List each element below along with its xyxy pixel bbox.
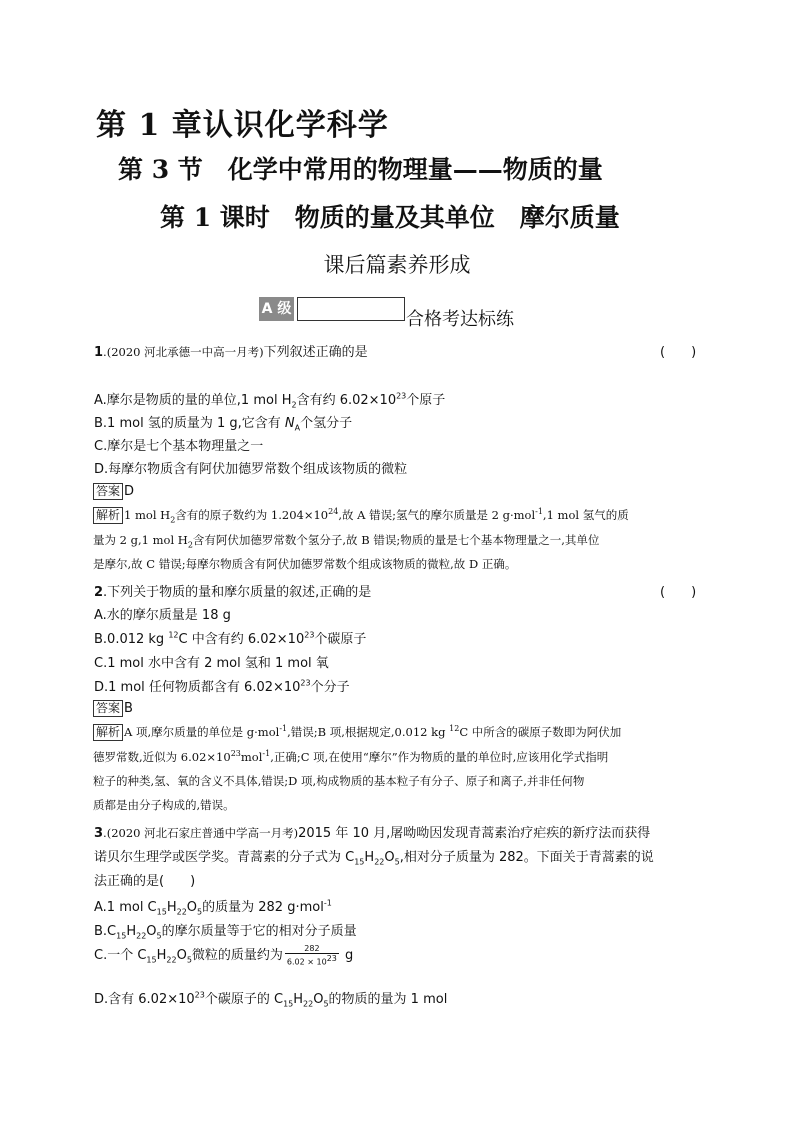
q2-explanation-line-1: 解析 A 项,摩尔质量的单位是 g·mol$^{-1}$,错误;B 项,根据规定,0.012 kg $^{12}$C 中所含的碳原子数即为阿伏加 [93,724,621,741]
lesson-title: 第 1 课时 物质的量及其单位 摩尔质量 [160,203,620,232]
analysis-tag: 解析 [93,724,123,741]
level-title: 合格考达标练 [406,309,514,330]
q2-explanation-line-4: 质都是由分子构成的,错误。 [93,798,235,812]
q3-stem-line-2: 诺贝尔生理学或医学奖。青蒿素的分子式为 $C_{15}H_{22}O_5$,相对分子质量为 282。下面关于青蒿素的说 [94,850,654,867]
q2-answer-paren: ( ) [660,585,697,600]
q1-option-b: B.1 mol 氢的质量为 1 g,它含有 $N_A$个氢分子 [94,416,353,433]
q1-explanation-line-1: 解析 1 mol $H_2$含有的原子数约为 $1.204\times 10^{24}$,故 A 错误;氢气的摩尔质量是 2 g·mol$^{-1}$,1 mol 氢气的质 [93,507,629,524]
q2-explanation-line-2: 德罗常数,近似为 $6.02\times 10^{23}mol^{-1}$,正确;C 项,在使用“摩尔”作为物质的量的单位时,应该用化学式指明 [93,749,609,764]
section-title: 第 3 节 化学中常用的物理量——物质的量 [118,155,603,184]
q1-explanation-line-2: 量为 2 g,1 mol $H_2$含有阿伏加德罗常数个氢分子,故 B 错误;物质的量是七个基本物理量之一,其单位 [93,533,600,550]
q2-option-a: A.水的摩尔质量是 18 g [94,608,231,623]
q2-option-c: C.1 mol 水中含有 2 mol 氢和 1 mol 氧 [94,656,329,671]
level-blank-box [297,297,405,321]
analysis-tag: 解析 [93,507,123,524]
subtitle: 课后篇素养形成 [323,253,471,277]
q1-stem: 1.(2020 河北承德一中高一月考)下列叙述正确的是 [94,345,368,360]
q1-answer: 答案 D [93,483,134,500]
answer-tag: 答案 [93,483,123,500]
level-badge: A 级 [259,297,294,321]
q3-option-b: $B.C_{15}H_{22}O_5$的摩尔质量等于它的相对分子质量 [94,924,357,941]
q2-option-b: B.0.012 kg $^{12}$C 中含有约 $6.02\times 10^{23}$个碳原子 [94,630,367,647]
fraction: $\frac{282}{6.02 \times 10^{23}}$ [286,944,337,967]
q1-option-a: A.摩尔是物质的量的单位,1 mol $H_2$含有约 $6.02\times 10^{23}$个原子 [94,391,446,410]
q3-option-d: D.含有 $6.02\times 10^{23}$个碳原子的 $C_{15}H_{22}O_5$的物质的量为 1 mol [94,990,448,1009]
answer-tag: 答案 [93,700,123,717]
q2-explanation-line-3: 粒子的种类,氢、氧的含义不具体,错误;D 项,构成物质的基本粒子有分子、原子和离子,并非任何物 [93,774,585,788]
q3-option-c: C.一个 $C_{15}H_{22}O_5$微粒的质量约为 $\frac{282}{6.02 \times 10^{23}}$ g [94,944,354,967]
q3-option-a: A.1 mol $C_{15}H_{22}O_5$的质量为 282 g·mol$^{-1}$ [94,898,332,917]
q1-option-d: D.每摩尔物质含有阿伏加德罗常数个组成该物质的微粒 [94,462,408,477]
q2-answer: 答案 B [93,700,133,717]
q1-answer-paren: ( ) [660,345,697,360]
q1-option-c: C.摩尔是七个基本物理量之一 [94,439,264,454]
q3-stem-line-1: 3.(2020 河北石家庄普通中学高一月考)2015 年 10 月,屠呦呦因发现青蒿素治疗疟疾的新疗法而获得 [94,826,651,841]
q2-stem: 2.下列关于物质的量和摩尔质量的叙述,正确的是 [94,585,372,600]
chapter-title: 第 1 章认识化学科学 [96,108,389,143]
q3-stem-line-3: 法正确的是( ) [94,874,196,889]
q1-explanation-line-3: 是摩尔,故 C 错误;每摩尔物质含有阿伏加德罗常数个组成该物质的微粒,故 D 正确。 [93,557,517,571]
q2-option-d: D.1 mol 任何物质都含有 $6.02\times 10^{23}$个分子 [94,678,350,695]
